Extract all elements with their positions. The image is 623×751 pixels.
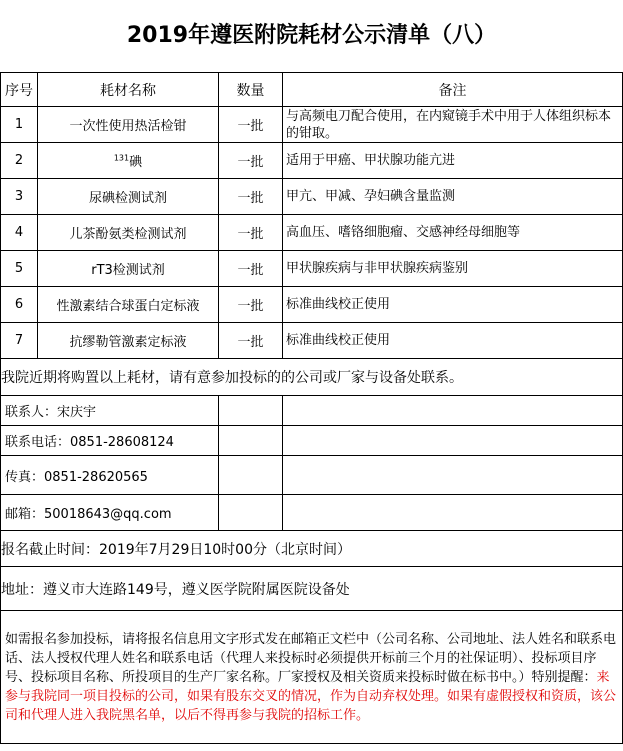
row-qty: 一批 (219, 323, 283, 359)
row-name: 一次性使用热活检钳 (38, 107, 219, 143)
header-qty: 数量 (219, 73, 283, 107)
row-name: rT3检测试剂 (38, 251, 219, 287)
row-qty: 一批 (219, 287, 283, 323)
row-qty: 一批 (219, 179, 283, 215)
empty-cell (219, 396, 283, 426)
notice-paragraph (1, 611, 623, 744)
row-name (38, 143, 219, 179)
address-row (1, 567, 623, 611)
table-row (1, 287, 623, 323)
deadline-text: 报名截止时间：2019年7月29日10时00分（北京时间） (1, 531, 623, 567)
table-row (1, 215, 623, 251)
empty-cell (283, 426, 623, 456)
empty-cell (283, 456, 623, 495)
contact-person-row (1, 396, 623, 426)
row-name-text: 碘 (129, 155, 143, 170)
contact-email-row (1, 495, 623, 531)
intro-row (1, 359, 623, 396)
notice-row (1, 611, 623, 744)
table-row (1, 323, 623, 359)
row-name: 儿茶酚氨类检测试剂 (38, 215, 219, 251)
table-row (1, 143, 623, 179)
row-qty: 一批 (219, 251, 283, 287)
row-no: 6 (1, 287, 38, 323)
row-no: 2 (1, 143, 38, 179)
row-note: 标准曲线校正使用 (283, 287, 623, 323)
row-note: 适用于甲癌、甲状腺功能亢进 (283, 143, 623, 179)
intro-text: 我院近期将购置以上耗材，请有意参加投标的的公司或厂家与设备处联系。 (1, 359, 623, 396)
row-no: 5 (1, 251, 38, 287)
row-qty: 一批 (219, 143, 283, 179)
isotope-superscript: 131 (113, 153, 130, 163)
header-name: 耗材名称 (38, 73, 219, 107)
empty-cell (219, 456, 283, 495)
notice-text: 如需报名参加投标，请将报名信息用文字形式发在邮箱正文栏中（公司名称、公司地址、法人姓名和联系电话、法人授权代理人姓名和联系电话（代理人来投标时必须提供开标前三个月的社保证明）、投标项目序号、投标项目名称、所投项目的生产厂家名称。厂家授权及相关资质来投标时做在标书中。）特别提醒： (5, 631, 617, 685)
deadline-row (1, 531, 623, 567)
address-text: 地址：遵义市大连路149号，遵义医学院附属医院设备处 (1, 567, 623, 611)
contact-email: 邮箱：50018643@qq.com (1, 495, 219, 531)
materials-table (0, 72, 623, 744)
table-header-row (1, 73, 623, 107)
row-name: 抗缪勒管激素定标液 (38, 323, 219, 359)
row-no: 4 (1, 215, 38, 251)
row-qty: 一批 (219, 215, 283, 251)
row-note: 标准曲线校正使用 (283, 323, 623, 359)
row-note: 甲状腺疾病与非甲状腺疾病鉴别 (283, 251, 623, 287)
row-name: 尿碘检测试剂 (38, 179, 219, 215)
table-row (1, 251, 623, 287)
notice-warning: 来参与我院同一项目投标的公司，如果有股东交叉的情况，作为自动弃权处理。如果有虚假授权和资质，该公司和代理人进入我院黑名单，以后不得再参与我院的招标工作。 (5, 669, 617, 723)
sheet (0, 72, 623, 744)
row-note: 与高频电刀配合使用，在内窥镜手术中用于人体组织标本的钳取。 (283, 107, 623, 143)
row-no: 7 (1, 323, 38, 359)
contact-phone: 联系电话：0851-28608124 (1, 426, 219, 456)
empty-cell (219, 426, 283, 456)
row-note: 高血压、嗜铬细胞瘤、交感神经母细胞等 (283, 215, 623, 251)
row-note: 甲亢、甲减、孕妇碘含量监测 (283, 179, 623, 215)
row-qty: 一批 (219, 107, 283, 143)
empty-cell (283, 396, 623, 426)
row-no: 3 (1, 179, 38, 215)
contact-fax: 传真：0851-28620565 (1, 456, 219, 495)
header-no: 序号 (1, 73, 38, 107)
empty-cell (283, 495, 623, 531)
row-no: 1 (1, 107, 38, 143)
contact-person: 联系人：宋庆宇 (1, 396, 219, 426)
table-row (1, 179, 623, 215)
table-row (1, 107, 623, 143)
contact-fax-row (1, 456, 623, 495)
page-title: 2019年遵医附院耗材公示清单（八） (126, 23, 497, 48)
row-name: 性激素结合球蛋白定标液 (38, 287, 219, 323)
header-note: 备注 (283, 73, 623, 107)
contact-phone-row (1, 426, 623, 456)
empty-cell (219, 495, 283, 531)
